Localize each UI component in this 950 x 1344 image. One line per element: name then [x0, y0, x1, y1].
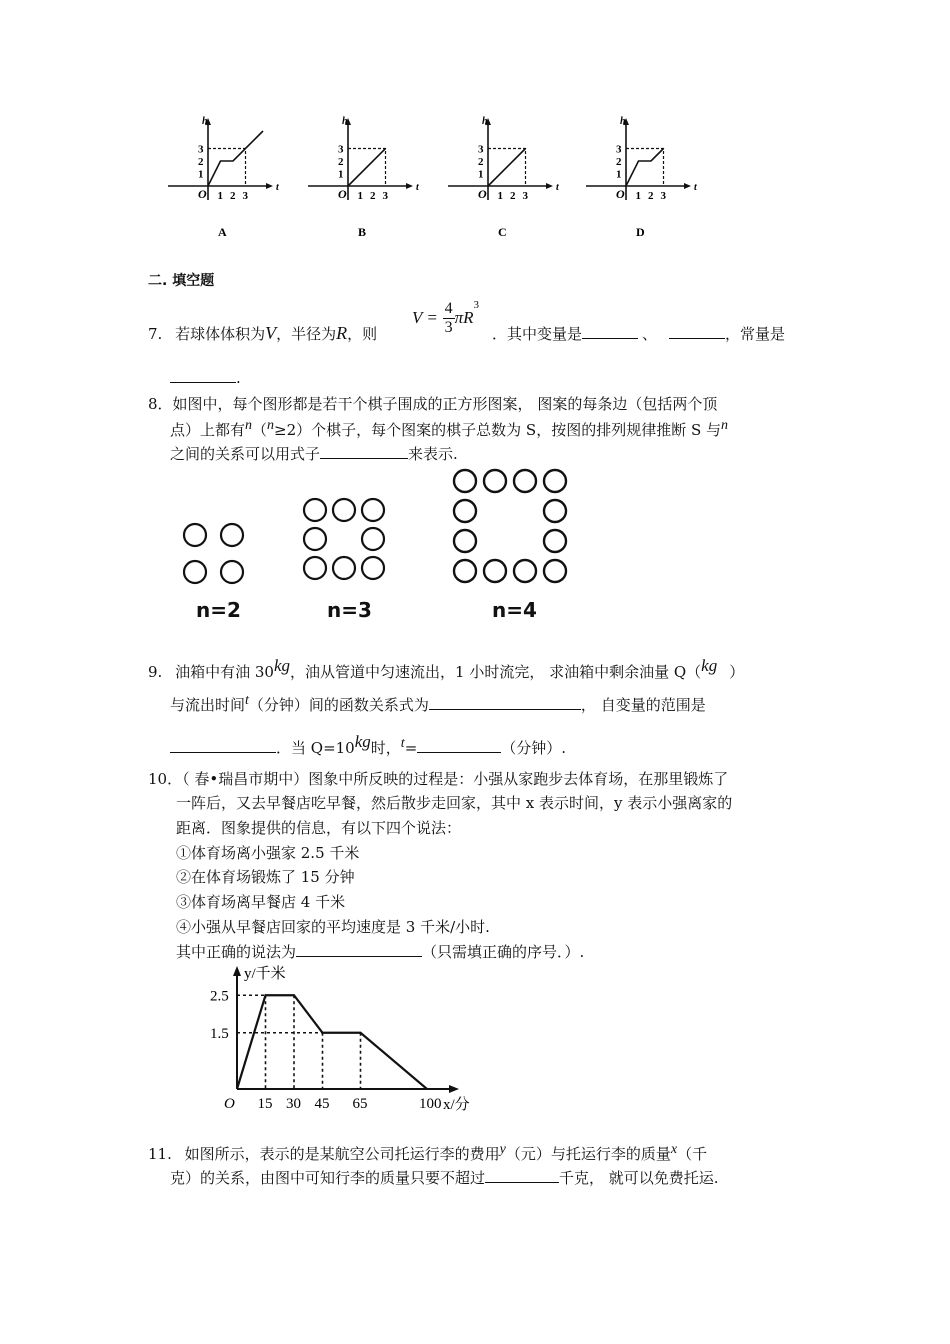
q9-text1c: ） — [729, 663, 745, 681]
q11-text1c: （千 — [677, 1145, 708, 1163]
chart-y-arrow — [233, 966, 241, 976]
graph-B-y-tick: 1 — [338, 168, 344, 181]
q7-text3: ，则 — [347, 325, 378, 343]
q11-line2 — [170, 1167, 719, 1188]
q8-text2c: ≥2）个棋子，每个图案的棋子总数为 S，按图的排列规律推断 S 与 — [274, 421, 722, 439]
graph-A-origin: O — [198, 187, 207, 201]
q8-text3b: 来表示. — [408, 445, 458, 463]
q7-formula-lhs: V = — [412, 308, 438, 327]
graph-D-label: D — [636, 225, 645, 239]
chart-x-arrow — [449, 1085, 459, 1093]
graph-A-x-tick: 3 — [242, 190, 248, 202]
q9-line2 — [170, 693, 706, 715]
q10-chart — [200, 962, 490, 1122]
q7-line2 — [170, 368, 241, 387]
chess-piece — [544, 500, 566, 522]
graph-B-h-label: h — [342, 116, 348, 127]
graph-D-y-tick: 1 — [616, 168, 622, 181]
q9-blank1[interactable] — [429, 695, 581, 710]
q11-text2a: 克）的关系，由图中可知行李的质量只要不超过 — [170, 1169, 486, 1187]
q7-text7: . — [236, 369, 241, 387]
graph-B-y-tick: 3 — [338, 143, 344, 156]
chart-x-tick: 100 — [419, 1096, 442, 1112]
q10-line3: 距离．图象提供的信息，有以下四个说法： — [176, 819, 462, 837]
q10-blank[interactable] — [296, 942, 422, 957]
q11-var-x: x — [670, 1142, 678, 1157]
graph-D-x-tick: 3 — [660, 190, 666, 202]
q8-blank[interactable] — [320, 444, 408, 459]
graph-B-x-tick: 2 — [370, 190, 376, 202]
q7-text4: ．其中变量是 — [492, 325, 583, 343]
q7-var-v: V — [265, 323, 277, 343]
q10-statement2: ②在体育场锻炼了 15 分钟 — [176, 868, 355, 886]
q10-statement3: ③体育场离早餐店 4 千米 — [176, 893, 346, 911]
chess-piece — [454, 500, 476, 522]
graph-A-y-tick: 3 — [198, 143, 204, 156]
q9-var-t2: t — [400, 736, 405, 751]
q7-formula — [412, 299, 479, 337]
q7-text2: ，半径为 — [276, 325, 337, 343]
q9-text1b: ，油从管道中匀速流出，1 小时流完， 求油箱中剩余油量 Q（ — [290, 663, 702, 681]
q11-text1a: 如图所示，表示的是某航空公司托运行李的费用 — [184, 1145, 500, 1163]
chess-piece — [454, 530, 476, 552]
chess-piece — [544, 560, 566, 582]
q9-unit-kg1: kg — [273, 656, 290, 675]
chess-piece — [184, 561, 206, 583]
graph-B-label: B — [358, 225, 367, 239]
q9-text3c: = — [404, 739, 418, 757]
q9-text2b: （分钟）间的函数关系式为 — [248, 696, 429, 714]
chart-y-label: y/千米 — [244, 966, 286, 982]
chess-piece — [454, 560, 476, 582]
graph-C-y-tick: 3 — [478, 143, 484, 156]
q9-blank2[interactable] — [170, 738, 276, 753]
q7-num: 7. — [148, 325, 163, 343]
graph-D-t-label: t — [694, 182, 697, 193]
graph-C-x-tick: 3 — [522, 190, 528, 202]
graph-C-x-tick: 2 — [510, 190, 516, 202]
q7-var-r: R — [336, 323, 348, 343]
chart-y-tick: 2.5 — [210, 988, 229, 1005]
q11-blank[interactable] — [485, 1168, 559, 1183]
chess-piece — [514, 560, 536, 582]
chess-piece — [221, 524, 243, 546]
graph-B-curve — [348, 149, 386, 187]
q7-blank2[interactable] — [669, 324, 725, 339]
chess-piece — [304, 499, 326, 521]
chess-piece — [184, 524, 206, 546]
graph-A-x-tick: 2 — [230, 190, 236, 202]
q10-answer-line — [176, 941, 584, 962]
q8-line3 — [170, 443, 458, 464]
q9-unit-kg2: kg — [701, 656, 718, 675]
q8-var-n3: n — [721, 418, 729, 433]
chess-piece — [362, 528, 384, 550]
q8-var-n1: n — [245, 418, 253, 433]
q7-blank3[interactable] — [170, 368, 236, 383]
graph-A-label: A — [218, 225, 227, 239]
graph-C-x-tick: 1 — [497, 190, 503, 202]
graph-A-y-tick: 1 — [198, 168, 204, 181]
q10-answer-suffix: （只需填正确的序号．）. — [422, 943, 585, 961]
q11-line1 — [148, 1142, 707, 1164]
graph-B-t-label: t — [416, 182, 419, 193]
chart-origin: O — [224, 1096, 235, 1112]
graph-B-origin: O — [338, 187, 347, 201]
graph-D-origin: O — [616, 187, 625, 201]
chart-x-tick: 65 — [352, 1096, 368, 1112]
chess-piece — [333, 557, 355, 579]
graph-A-t-label: t — [276, 182, 279, 193]
q8-figure — [170, 462, 590, 632]
section-title: 二. 填空题 — [148, 273, 215, 289]
q9-line1 — [148, 656, 744, 682]
chess-piece — [544, 530, 566, 552]
q7-frac-den: 3 — [444, 318, 453, 336]
q11-text2b: 千克， 就可以免费托运. — [559, 1169, 719, 1187]
graph-A-y-tick: 2 — [198, 156, 204, 168]
graph-A-curve — [208, 131, 263, 186]
graph-A-h-label: h — [202, 116, 208, 127]
q9-line3 — [170, 732, 566, 758]
graph-D-y-tick: 2 — [616, 156, 622, 168]
chart-x-tick: 15 — [257, 1096, 273, 1112]
q8-text2b: （ — [252, 421, 268, 439]
q7-text1: 若球体体积为 — [175, 325, 266, 343]
chess-piece — [362, 499, 384, 521]
q9-text2c: ， 自变量的范围是 — [580, 696, 706, 714]
q7-line1b — [492, 323, 785, 344]
graph-A-x-tick: 1 — [217, 190, 223, 202]
q8-var-n2: n — [267, 418, 275, 433]
chess-piece — [484, 560, 506, 582]
q8-text3a: 之间的关系可以用式子 — [170, 445, 321, 463]
chess-piece — [333, 499, 355, 521]
q11-var-y: y — [499, 1142, 506, 1157]
q8-line1: 8．如图中，每个图形都是若干个棋子围成的正方形图案， 图案的每条边（包括两个顶 — [148, 395, 718, 413]
chart-x-tick: 30 — [286, 1096, 301, 1112]
q7-formula-exp: 3 — [473, 299, 479, 311]
chess-piece — [304, 557, 326, 579]
q8-label-n4: n=4 — [492, 598, 537, 622]
graph-A-t-arrow — [266, 183, 273, 189]
q9-blank3[interactable] — [417, 738, 501, 753]
q10-statement1: ①体育场离小强家 2.5 千米 — [176, 844, 360, 862]
q7-fraction — [443, 300, 455, 337]
graph-D-h-label: h — [620, 116, 626, 127]
graph-D-t-arrow — [684, 183, 691, 189]
chess-piece — [514, 470, 536, 492]
chess-piece — [484, 470, 506, 492]
graph-B-y-tick: 2 — [338, 156, 344, 168]
graph-D-x-tick: 2 — [648, 190, 654, 202]
graph-D-curve — [626, 149, 664, 187]
chess-piece — [362, 557, 384, 579]
graph-C-curve — [488, 149, 526, 187]
graph-B-x-tick: 1 — [357, 190, 363, 202]
q9-text3b: 时， — [370, 739, 401, 757]
q7-blank1[interactable] — [582, 324, 638, 339]
q9-text3a: ．当 Q=10 — [276, 739, 355, 757]
graph-D-x-tick: 1 — [635, 190, 641, 202]
q10-line1: 10．（ 春•瑞昌市期中）图象中所反映的过程是：小强从家跑步去体育场，在那里锻炼了 — [148, 770, 729, 788]
q7-text5: 、 — [642, 325, 658, 343]
chart-x-tick: 45 — [314, 1096, 330, 1112]
graph-C-origin: O — [478, 187, 487, 201]
q9-text1a: 油箱中有油 30 — [175, 663, 274, 681]
q9-text2a: 与流出时间 — [170, 696, 246, 714]
q7-line1 — [148, 323, 377, 344]
graph-options-svg — [160, 112, 720, 242]
graph-C-h-label: h — [482, 116, 488, 127]
q7-formula-rhs: πR — [454, 308, 474, 327]
q7-text6: ，常量是 — [725, 325, 786, 343]
graph-B-x-tick: 3 — [382, 190, 388, 202]
graph-C-t-arrow — [546, 183, 553, 189]
q10-line2: 一阵后，又去早餐店吃早餐，然后散步走回家，其中 x 表示时间，y 表示小强离家的 — [176, 794, 733, 812]
q10-answer-prefix: 其中正确的说法为 — [176, 943, 297, 961]
graph-C-label: C — [498, 225, 507, 239]
q8-text2a: 点）上都有 — [170, 421, 246, 439]
chess-piece — [304, 528, 326, 550]
q9-unit-kg3: kg — [354, 732, 371, 751]
graph-C-t-label: t — [556, 182, 559, 193]
graph-B-t-arrow — [406, 183, 413, 189]
q9-text3d: （分钟）. — [501, 739, 567, 757]
chart-y-tick: 1.5 — [210, 1025, 229, 1042]
q9-num: 9. — [148, 663, 163, 681]
chess-piece — [544, 470, 566, 492]
q8-line2 — [170, 418, 728, 440]
q7-frac-num: 4 — [444, 299, 453, 317]
graph-D-y-tick: 3 — [616, 143, 622, 156]
graph-C-y-tick: 2 — [478, 156, 484, 168]
q10-chart-svg — [200, 962, 490, 1122]
q8-label-n3: n=3 — [327, 598, 372, 622]
q8-label-n2: n=2 — [196, 598, 241, 622]
graph-options — [160, 112, 720, 242]
q11-num: 11. — [148, 1145, 172, 1163]
chart-x-label: x/分 — [443, 1097, 470, 1113]
q9-var-t1: t — [245, 693, 249, 708]
q10-statement4: ④小强从早餐店回家的平均速度是 3 千米/小时. — [176, 918, 490, 936]
chess-piece — [454, 470, 476, 492]
chess-piece — [221, 561, 243, 583]
graph-C-y-tick: 1 — [478, 168, 484, 181]
q11-text1b: （元）与托运行李的质量 — [505, 1145, 671, 1163]
